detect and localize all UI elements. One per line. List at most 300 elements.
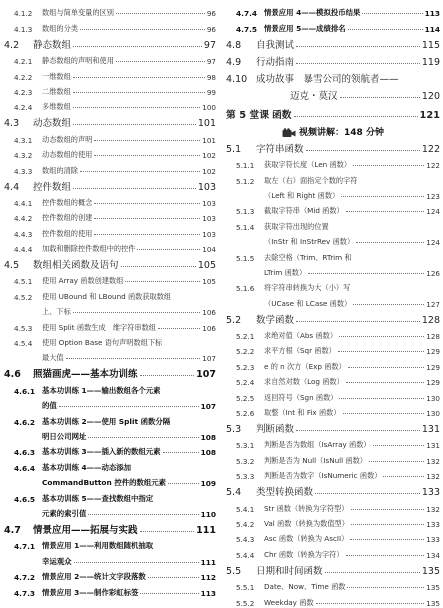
toc-entry-title: 照猫画虎——基本功训练 [33, 369, 138, 381]
leader-dots [306, 150, 420, 151]
toc-entry-number: 4.6.3 [14, 448, 36, 458]
leader-dots [163, 452, 199, 453]
toc-entry-page: 126 [426, 268, 440, 278]
toc-entry-number: 4.3.1 [14, 135, 33, 145]
leader-dots [158, 328, 200, 329]
toc-entry-number: 5.3 [226, 424, 242, 436]
toc-entry [226, 263, 440, 278]
leader-dots [94, 140, 200, 141]
toc-entry-page: 114 [424, 24, 440, 34]
leader-dots [121, 266, 196, 267]
toc-entry [4, 66, 216, 81]
toc-entry-number: 4.5.1 [14, 277, 33, 287]
toc-entry-number: 4.6.5 [14, 494, 36, 504]
toc-entry [4, 380, 216, 395]
toc-entry-title: 情景应用——拓展与实践 [33, 524, 138, 536]
toc-entry-page: 111 [200, 557, 216, 567]
toc-entry-number: 5.1 [226, 143, 242, 155]
leader-dots [373, 445, 425, 446]
toc-entry [4, 193, 216, 208]
toc-entry [226, 85, 440, 102]
toc-entry-number: 4.2.4 [14, 103, 33, 113]
toc-entry-title: Val 函数（转换为数值型） [264, 518, 349, 528]
toc-entry-page: 122 [421, 143, 440, 155]
leader-dots [94, 218, 200, 219]
toc-entry-title: 元素的索引值 [42, 508, 87, 518]
toc-entry-page: 103 [202, 229, 216, 239]
toc-entry [226, 592, 440, 607]
toc-entry-title: 基本功训练 1——输出数组各个元素 [42, 385, 161, 395]
toc-right-column [226, 3, 440, 608]
toc-entry [4, 18, 216, 33]
toc-entry-number: 4.5.3 [14, 323, 33, 333]
toc-entry-page: 133 [426, 519, 440, 529]
toc-entry-number: 4.3.2 [14, 151, 33, 161]
toc-entry-number: 4.8 [226, 39, 242, 51]
leader-dots [296, 430, 420, 431]
leader-dots [343, 413, 425, 414]
toc-entry-title: 去除空格（Trim、RTrim 和 [264, 252, 352, 262]
toc-entry [226, 3, 440, 18]
toc-entry [4, 302, 216, 317]
toc-entry-number: 5.3.2 [236, 456, 255, 466]
toc-entry-page: 105 [202, 277, 216, 287]
leader-dots [140, 375, 195, 376]
toc-entry-page: 98 [206, 72, 216, 82]
leader-dots [137, 249, 200, 250]
toc-entry [4, 457, 216, 472]
toc-entry-title: 使用 Option Base 语句声明数组下标 [42, 338, 163, 348]
toc-entry [4, 286, 216, 301]
toc-entry-number: 4.4.4 [14, 245, 33, 255]
leader-dots [348, 29, 423, 30]
toc-entry-number: 4.7.3 [14, 588, 36, 598]
toc-entry-title: 的值 [42, 401, 57, 411]
toc-entry-page: 102 [202, 166, 216, 176]
toc-entry [226, 577, 440, 592]
toc-entry [4, 34, 216, 51]
toc-entry-title: 取整（Int 和 Fix 函数） [264, 408, 341, 418]
leader-dots [140, 531, 195, 532]
toc-entry-number: 5.1.5 [236, 253, 255, 263]
toc-entry [4, 317, 216, 332]
toc-entry-title: 动态数组 [33, 118, 72, 130]
leader-dots [383, 476, 424, 477]
toc-entry-title: Asc 函数（转换为 AscII） [264, 534, 349, 544]
toc-entry-page: 106 [202, 308, 216, 318]
toc-entry-number: 5.3.1 [236, 441, 255, 451]
toc-entry-title: 判断是否为数组（IsArray 函数） [264, 440, 371, 450]
leader-dots [94, 203, 200, 204]
toc-entry [226, 514, 440, 529]
leader-dots [94, 155, 200, 156]
toc-entry-title: 判断是否为 Null（IsNull 函数） [264, 455, 367, 465]
toc-entry-title: 控件数组的概念 [42, 197, 93, 207]
toc-entry-title: 使用 UBound 和 LBound 函数获取数组 [42, 291, 172, 301]
toc-entry-page: 128 [426, 332, 440, 342]
toc-entry [226, 34, 440, 51]
toc-entry-title: Weekday 函数 [264, 597, 314, 607]
toc-entry [4, 208, 216, 223]
toc-entry-title: CommandButton 控件的数组元素 [42, 478, 167, 488]
toc-entry-page: 131 [426, 441, 440, 451]
toc-entry-title: 基本功训练 4——动态添加 [42, 462, 132, 472]
toc-entry-number: 4.3 [4, 118, 20, 130]
toc-entry-page: 97 [203, 39, 216, 51]
toc-entry [226, 326, 440, 341]
toc-entry-number: 4.5.4 [14, 339, 33, 349]
toc-entry [226, 466, 440, 481]
toc-entry [4, 504, 216, 519]
toc-entry-title: 动态数组的使用 [42, 150, 93, 160]
toc-entry-title: 静态数组的声明和使用 [42, 56, 114, 66]
toc-entry [226, 201, 440, 216]
toc-entry-title: （InStr 和 InStrRev 函数） [264, 237, 355, 247]
toc-entry-number: 4.6 [4, 369, 21, 381]
leader-dots [116, 13, 205, 14]
leader-dots [353, 304, 424, 305]
toc-entry [4, 223, 216, 238]
toc-entry [4, 160, 216, 175]
toc-entry-number: 5.5.1 [236, 583, 255, 593]
toc-entry-page: 102 [202, 151, 216, 161]
toc-entry-number: 4.10 [226, 73, 248, 85]
toc-entry-title: 情景应用 4——模拟投币结果 [264, 8, 361, 18]
toc-entry-page: 129 [426, 347, 440, 357]
toc-left-column [4, 3, 216, 598]
toc-entry [226, 450, 440, 465]
toc-entry-title: 成功故事 暴雪公司的领航者—— [256, 73, 399, 85]
leader-dots [308, 273, 424, 274]
toc-entry [4, 567, 216, 582]
toc-entry-number: 4.2.1 [14, 57, 33, 67]
toc-entry-title: 二维数组 [42, 86, 71, 96]
leader-dots [88, 514, 198, 515]
toc-entry-number: 5.4.1 [236, 504, 255, 514]
toc-entry-number: 5.1.1 [236, 161, 255, 171]
toc-entry-title: 情景应用 3——制作彩虹标签 [42, 587, 139, 597]
toc-entry-number: 4.7.5 [236, 24, 258, 34]
leader-dots [168, 483, 199, 484]
toc-entry [4, 82, 216, 97]
toc-entry-page: 103 [202, 214, 216, 224]
toc-entry-page: 135 [426, 583, 440, 593]
toc-entry-title: 迈克・莫汉 [290, 90, 338, 102]
leader-dots [294, 116, 418, 117]
toc-entry-page: 121 [419, 109, 440, 121]
toc-entry [4, 129, 216, 144]
toc-entry [4, 551, 216, 566]
toc-entry [226, 232, 440, 247]
leader-dots [315, 493, 420, 494]
leader-dots [296, 321, 420, 322]
leader-dots [353, 165, 424, 166]
leader-dots [351, 524, 424, 525]
toc-entry-page: 99 [206, 87, 216, 97]
toc-entry-page: 132 [426, 456, 440, 466]
toc-entry [4, 97, 216, 112]
toc-entry-title: 基本功训练 2——使用 Split 函数分隔 [42, 416, 171, 426]
toc-entry [4, 536, 216, 551]
toc-entry-title: 自我测试 [256, 39, 295, 51]
toc-entry-page: 103 [197, 181, 216, 193]
toc-entry-page: 96 [206, 24, 216, 34]
toc-entry [4, 239, 216, 254]
toc-entry-title: 日期和时间函数 [256, 565, 323, 577]
toc-entry-page: 135 [421, 565, 440, 577]
leader-dots [148, 577, 199, 578]
toc-entry-number: 5.2.6 [236, 409, 255, 419]
toc-entry [226, 418, 440, 435]
toc-entry [226, 544, 440, 559]
leader-dots [338, 351, 424, 352]
toc-entry-title: 情景应用 2——统计文字段落数 [42, 572, 146, 582]
leader-dots [73, 107, 201, 108]
toc-entry-title: 静态数组 [33, 39, 72, 51]
leader-dots [94, 234, 200, 235]
leader-dots [88, 437, 198, 438]
toc-entry [4, 363, 216, 380]
toc-entry-number: 5.2.4 [236, 378, 255, 388]
toc-entry-number: 4.2.3 [14, 87, 33, 97]
toc-entry-number: 5.2 [226, 314, 242, 326]
toc-entry-title: 使用 Array 函数创建数组 [42, 276, 124, 286]
toc-entry-title: 将字符串转换为大（小）写 [264, 283, 351, 293]
toc-entry-page: 133 [426, 535, 440, 545]
toc-entry-title: 数组的分类 [42, 23, 78, 33]
leader-dots [316, 603, 425, 604]
leader-dots [73, 77, 205, 78]
video-duration [226, 121, 440, 138]
toc-entry-page: 111 [196, 524, 216, 536]
toc-entry-number: 5.3.3 [236, 472, 255, 482]
toc-entry-title: Str 函数（转换为字符型） [264, 503, 349, 513]
toc-entry-title: 情景应用 1——利用数组随机抽取 [42, 541, 154, 551]
video-camera-icon [282, 128, 296, 138]
toc-entry-title: e 的 n 次方（Exp 函数） [264, 361, 346, 371]
toc-entry-title: 基本功训练 5——查找数组中指定 [42, 493, 154, 503]
toc-entry-number: 5.4.2 [236, 519, 255, 529]
leader-dots [73, 92, 205, 93]
toc-entry [4, 488, 216, 503]
toc-entry-page: 133 [421, 487, 440, 499]
toc-entry-number: 4.4.1 [14, 198, 33, 208]
toc-entry-number: 5.4.3 [236, 535, 255, 545]
toc-entry-page: 132 [426, 504, 440, 514]
toc-entry-title: 返回符号（Sgn 函数） [264, 392, 338, 402]
leader-dots [356, 242, 424, 243]
toc-entry-page: 122 [426, 161, 440, 171]
toc-entry [4, 442, 216, 457]
toc-entry-number: 4.2.2 [14, 72, 33, 82]
leader-dots [347, 587, 424, 588]
toc-entry-title: 最大值 [42, 353, 64, 363]
toc-entry-page: 107 [196, 369, 216, 381]
toc-entry-title: （UCase 和 LCase 函数） [264, 298, 352, 308]
toc-entry [4, 473, 216, 488]
toc-entry-number: 5.4.4 [236, 550, 255, 560]
toc-entry-page: 96 [206, 9, 216, 19]
toc-entry-title: 动态数组的声明 [42, 134, 93, 144]
toc-entry [226, 68, 440, 85]
toc-entry [226, 247, 440, 262]
toc-entry-title: 判断函数 [256, 424, 295, 436]
toc-entry-page: 100 [202, 103, 216, 113]
leader-dots [341, 196, 424, 197]
leader-dots [74, 562, 199, 563]
toc-entry-number: 5.4 [226, 487, 242, 499]
toc-entry-title: 获取字符长度（Len 函数） [264, 160, 352, 170]
toc-entry [226, 529, 440, 544]
toc-entry-page: 124 [426, 207, 440, 217]
toc-entry [226, 51, 440, 68]
toc-entry-number: 5.1.4 [236, 222, 255, 232]
leader-dots [296, 63, 420, 64]
toc-entry-title: Date、Now、Time 函数 [264, 582, 346, 592]
toc-entry-number: 4.5.2 [14, 292, 33, 302]
toc-entry-title: （Left 和 Right 函数） [264, 190, 340, 200]
toc-entry-number: 4.5 [4, 260, 20, 272]
toc-entry-title: 明日公司网址 [42, 431, 87, 441]
toc-entry-title: 基本功训练 3——插入新的数组元素 [42, 447, 161, 457]
leader-dots [80, 171, 200, 172]
leader-dots [125, 281, 200, 282]
toc-entry-page: 103 [202, 198, 216, 208]
toc-entry-page: 110 [200, 509, 216, 519]
toc-entry-title: 行动指南 [256, 56, 295, 68]
leader-dots [325, 572, 420, 573]
toc-entry-number: 5.2.5 [236, 393, 255, 403]
toc-entry-title: 判断是否为数字（IsNumeric 函数） [264, 471, 382, 481]
toc-entry [226, 372, 440, 387]
toc-entry-number: 4.4.2 [14, 214, 33, 224]
toc-entry-page: 107 [202, 354, 216, 364]
toc-entry-title: 情景应用 5——成绩排名 [264, 23, 346, 33]
toc-entry-title: LTrim 函数） [264, 267, 307, 277]
toc-entry-page: 115 [421, 39, 440, 51]
leader-dots [66, 358, 201, 359]
toc-entry [4, 3, 216, 18]
toc-entry-number: 5.1.3 [236, 207, 255, 217]
leader-dots [140, 593, 198, 594]
toc-entry-number: 5.5.2 [236, 598, 255, 608]
leader-dots [346, 211, 425, 212]
leader-dots [339, 336, 424, 337]
toc-entry-page: 131 [421, 424, 440, 436]
toc-entry-number: 4.4 [4, 181, 20, 193]
leader-dots [362, 13, 422, 14]
toc-entry [226, 309, 440, 326]
leader-dots [350, 539, 424, 540]
toc-entry [226, 435, 440, 450]
toc-entry [226, 560, 440, 577]
toc-entry [226, 186, 440, 201]
toc-entry-number: 4.9 [226, 56, 242, 68]
toc-entry [226, 387, 440, 402]
toc-entry-page: 119 [421, 56, 440, 68]
toc-entry-title: 幸运观众 [42, 556, 72, 566]
toc-entry-title: 取左（右）面指定个数的字符 [264, 175, 358, 185]
toc-entry-page: 129 [426, 378, 440, 388]
toc-entry-title: 控件数组的创建 [42, 213, 93, 223]
toc-entry-page: 104 [202, 245, 216, 255]
toc-entry-page: 113 [424, 9, 440, 19]
toc-entry-page: 127 [426, 299, 440, 309]
toc-entry-title: Chr 函数（转换为字符） [264, 549, 344, 559]
leader-dots [340, 97, 420, 98]
toc-entry [226, 170, 440, 185]
toc-entry-number: 5.2.3 [236, 362, 255, 372]
toc-entry-title: 数组相关函数及语句 [33, 260, 119, 272]
toc-entry-page: 130 [426, 393, 440, 403]
toc-entry-page: 113 [200, 588, 216, 598]
toc-entry-title: 使用 Split 函数生成 维字符串数组 [42, 322, 156, 332]
leader-dots [346, 555, 425, 556]
toc-entry-number: 5.2.2 [236, 347, 255, 357]
toc-entry-number: 第 5 堂课 [226, 109, 270, 121]
leader-dots [116, 61, 205, 62]
toc-entry-number: 4.7.2 [14, 573, 36, 583]
toc-entry [4, 176, 216, 193]
toc-entry-page: 128 [421, 314, 440, 326]
toc-entry-title: 上、下标 [42, 307, 71, 317]
leader-dots [339, 398, 424, 399]
toc-entry-title: 加载和删除控件数组中的控件 [42, 244, 136, 254]
leader-dots [296, 46, 420, 47]
leader-dots [351, 509, 425, 510]
toc-entry-title: 函数 [272, 109, 292, 121]
toc-entry-page: 106 [202, 323, 216, 333]
toc-entry-page: 123 [426, 191, 440, 201]
leader-dots [59, 406, 199, 407]
toc-entry-page: 112 [200, 573, 216, 583]
toc-entry-title: 多维数组 [42, 102, 71, 112]
toc-entry-number: 4.7.1 [14, 542, 36, 552]
toc-entry-number: 4.1.2 [14, 9, 33, 19]
toc-entry [226, 341, 440, 356]
toc-entry-number: 4.2 [4, 39, 20, 51]
toc-entry [4, 396, 216, 411]
toc-entry [4, 112, 216, 129]
toc-entry-page: 135 [426, 598, 440, 608]
toc-entry-title: 数组的清除 [42, 165, 78, 175]
toc-entry-title: 求平方根（Sqr 函数） [264, 346, 336, 356]
toc-entry [226, 293, 440, 308]
toc-entry [226, 18, 440, 33]
toc-entry [226, 356, 440, 371]
toc-entry-title: 获取字符出现的位置 [264, 221, 329, 231]
leader-dots [348, 367, 424, 368]
toc-entry-number: 5.2.1 [236, 332, 255, 342]
toc-entry-title: 求自然对数（Log 函数） [264, 377, 344, 387]
toc-entry [4, 582, 216, 597]
toc-entry [226, 403, 440, 418]
toc-entry [4, 254, 216, 271]
toc-entry-number: 5.1.6 [236, 284, 255, 294]
toc-entry [4, 348, 216, 363]
toc-entry-page: 101 [197, 118, 216, 130]
toc-entry-number: 4.7.4 [236, 9, 258, 19]
toc-entry [4, 271, 216, 286]
leader-dots [73, 124, 196, 125]
toc-entry-page: 105 [197, 260, 216, 272]
toc-entry-title: 类型转换函数 [256, 487, 314, 499]
toc-entry-page: 124 [426, 238, 440, 248]
toc-entry [226, 138, 440, 155]
leader-dots [369, 461, 424, 462]
toc-entry [226, 278, 440, 293]
toc-entry-title: 字符串函数 [256, 143, 304, 155]
